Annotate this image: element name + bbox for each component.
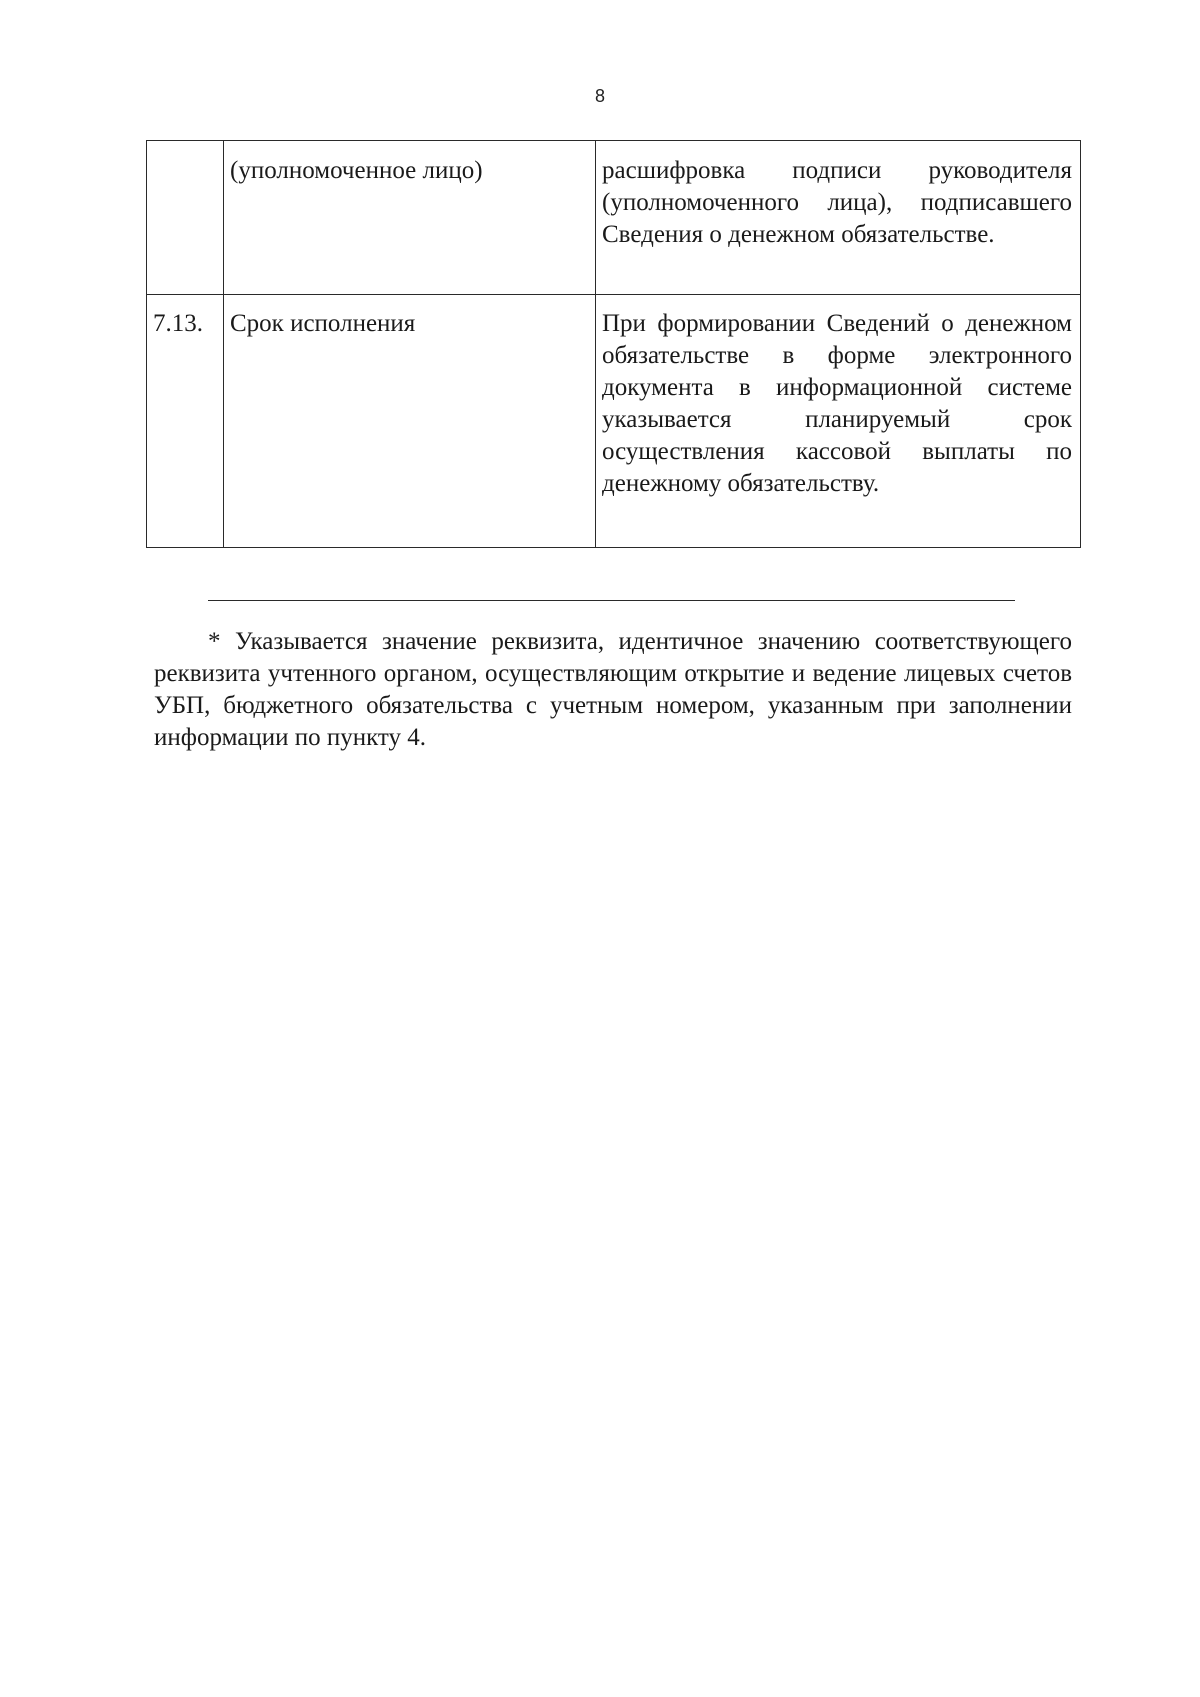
requisite-name-cell: (уполномоченное лицо)	[224, 141, 596, 295]
footnote-text: * Указывается значение реквизита, идентичное значению соответствующего реквизита учтенного органом, осуществляющим открытие и ведение лицевых счетов УБП, бюджетного обязательства с учетным номером, указанным при заполнении информации по пункту 4.	[154, 628, 1072, 751]
requisite-description-cell: При формировании Сведений о денежном обязательстве в форме электронного документа в информационной системе указывается планируемый срок осуществления кассовой выплаты по денежному обязательству.	[596, 295, 1081, 548]
page-number: 8	[594, 86, 605, 106]
footnote-divider	[208, 600, 1015, 601]
row-number-cell	[147, 141, 224, 295]
table-row	[147, 141, 1081, 295]
requisite-description-cell: расшифровка подписи руководителя (уполномоченного лица), подписавшего Сведения о денежном обязательстве.	[596, 141, 1081, 295]
requisites-table	[146, 140, 1081, 548]
table-row	[147, 295, 1081, 548]
row-number-cell: 7.13.	[147, 295, 224, 548]
requisite-name-cell: Срок исполнения	[224, 295, 596, 548]
